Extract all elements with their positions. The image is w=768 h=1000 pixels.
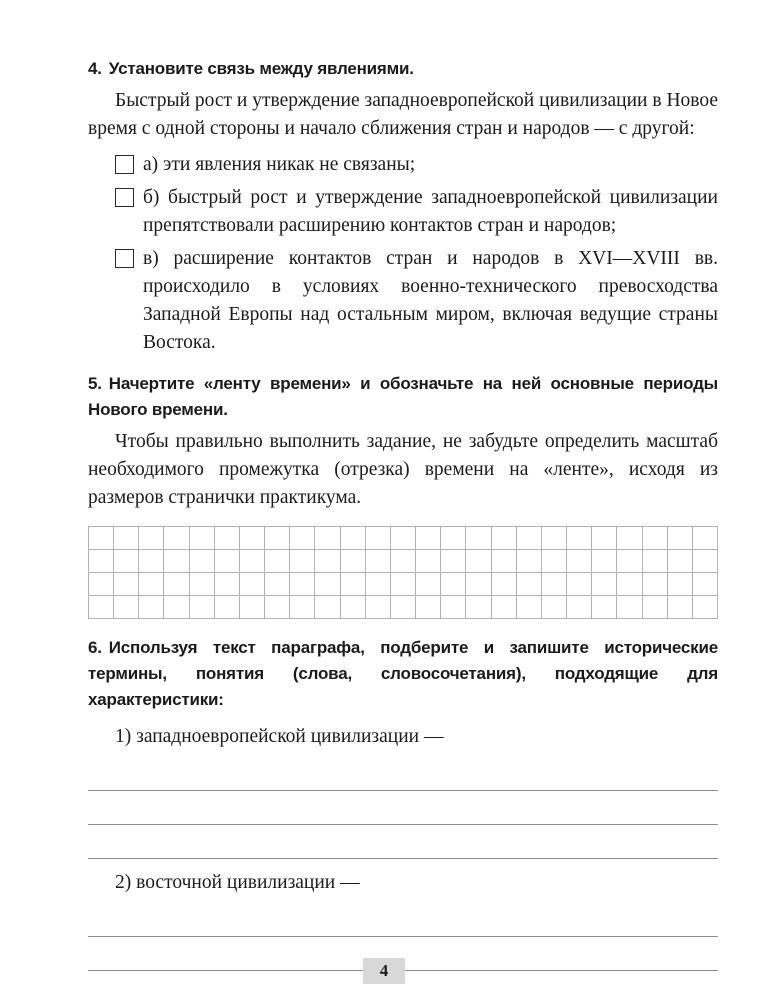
grid-cell — [89, 550, 114, 573]
grid-cell — [567, 596, 592, 619]
option-b — [115, 184, 718, 240]
task5-hint: Чтобы правильно выполнить задание, не забудьте определить масштаб необходимого промежутка (отрезка) времени на «ленте», исходя из размеров странички практикума. — [88, 431, 718, 508]
option-a — [115, 151, 718, 179]
grid-cell — [391, 550, 416, 573]
grid-cell — [341, 550, 366, 573]
task5-title: Начертите «ленту времени» и обозначьте на ней основные периоды Нового времени. — [88, 374, 718, 419]
grid-cell — [290, 596, 315, 619]
grid-cell — [315, 550, 340, 573]
grid-cell — [492, 573, 517, 596]
answer-line — [88, 791, 718, 825]
checkbox-option-v[interactable] — [115, 249, 134, 268]
option-v-label: в) расширение контактов стран и народов в XVI—XVIII вв. происходило в условиях военно-технического превосходства Западной Европы над остальным миром, включая ведущие страны Востока. — [143, 248, 718, 353]
grid-cell — [190, 596, 215, 619]
grid-cell — [592, 573, 617, 596]
grid-cell — [190, 527, 215, 550]
grid-cell — [693, 596, 718, 619]
grid-cell — [89, 527, 114, 550]
grid-cell — [466, 550, 491, 573]
grid-cell — [466, 573, 491, 596]
page-footer — [0, 958, 768, 984]
grid-cell — [139, 596, 164, 619]
grid-cell — [693, 573, 718, 596]
grid-cell — [366, 596, 391, 619]
grid-cell — [542, 573, 567, 596]
grid-cell — [114, 596, 139, 619]
grid-cell — [441, 550, 466, 573]
grid-cell — [416, 596, 441, 619]
grid-cell — [89, 573, 114, 596]
option-a-label: а) эти явления никак не связаны; — [143, 154, 416, 175]
page-number: 4 — [363, 958, 405, 984]
grid-cell — [416, 573, 441, 596]
task4-heading — [88, 56, 718, 82]
grid-cell — [215, 596, 240, 619]
grid-cell — [643, 527, 668, 550]
grid-cell — [517, 550, 542, 573]
grid-cell — [240, 550, 265, 573]
grid-cell — [164, 573, 189, 596]
grid-cell — [617, 573, 642, 596]
grid-cell — [341, 596, 366, 619]
task4-intro: Быстрый рост и утверждение западноевропейской цивилизации в Новое время с одной стороны и начало сближения стран и народов — с другой: — [88, 90, 718, 139]
grid-cell — [89, 596, 114, 619]
grid-cell — [517, 596, 542, 619]
grid-cell — [466, 527, 491, 550]
task6-heading — [88, 635, 718, 713]
task6-title: Используя текст параграфа, подберите и запишите исторические термины, понятия (слова, словосочетания), подходящие для характеристики: — [88, 638, 718, 709]
grid-cell — [492, 550, 517, 573]
page-content — [88, 56, 718, 975]
checkbox-option-b[interactable] — [115, 188, 134, 207]
grid-cell — [542, 596, 567, 619]
grid-cell — [416, 550, 441, 573]
task-4 — [88, 56, 718, 357]
task4-number: 4. — [88, 59, 102, 78]
grid-cell — [492, 527, 517, 550]
grid-cell — [341, 527, 366, 550]
grid-cell — [416, 527, 441, 550]
grid-cell — [592, 596, 617, 619]
grid-cell — [215, 573, 240, 596]
grid-cell — [517, 573, 542, 596]
grid-cell — [366, 550, 391, 573]
grid-cell — [265, 527, 290, 550]
grid-cell — [265, 596, 290, 619]
task6-number: 6. — [88, 638, 102, 657]
grid-cell — [643, 550, 668, 573]
grid-cell — [240, 527, 265, 550]
grid-cell — [315, 573, 340, 596]
grid-cell — [492, 596, 517, 619]
grid-cell — [567, 573, 592, 596]
grid-cell — [265, 573, 290, 596]
grid-cell — [240, 596, 265, 619]
grid-cell — [164, 550, 189, 573]
grid-cell — [315, 596, 340, 619]
grid-cell — [567, 550, 592, 573]
grid-cell — [441, 573, 466, 596]
grid-cell — [315, 527, 340, 550]
grid-cell — [139, 527, 164, 550]
grid-cell — [265, 550, 290, 573]
grid-cell — [366, 527, 391, 550]
grid-cell — [693, 527, 718, 550]
grid-cell — [592, 527, 617, 550]
grid-cell — [542, 527, 567, 550]
time-grid — [88, 526, 718, 619]
grid-cell — [617, 596, 642, 619]
task5-number: 5. — [88, 374, 102, 393]
grid-cell — [592, 550, 617, 573]
grid-cell — [693, 550, 718, 573]
grid-cell — [643, 596, 668, 619]
option-b-label: б) быстрый рост и утверждение западноевропейской цивилизации препятствовали расширению контактов стран и народов; — [143, 187, 718, 236]
grid-cell — [668, 550, 693, 573]
grid-cell — [542, 550, 567, 573]
grid-cell — [441, 596, 466, 619]
grid-cell — [215, 527, 240, 550]
grid-cell — [668, 596, 693, 619]
answer-line — [88, 825, 718, 859]
grid-cell — [215, 550, 240, 573]
grid-cell — [240, 573, 265, 596]
grid-cell — [139, 550, 164, 573]
answer-line — [88, 757, 718, 791]
grid-cell — [517, 527, 542, 550]
grid-cell — [441, 527, 466, 550]
grid-cell — [114, 550, 139, 573]
grid-cell — [341, 573, 366, 596]
task5-heading — [88, 371, 718, 423]
grid-cell — [617, 550, 642, 573]
grid-cell — [139, 573, 164, 596]
task6-item2-label: 2) восточной цивилизации — — [115, 872, 360, 893]
grid-cell — [391, 596, 416, 619]
grid-cell — [290, 527, 315, 550]
task6-item1-label: 1) западноевропейской цивилизации — — [115, 726, 444, 747]
grid-cell — [290, 550, 315, 573]
grid-cell — [114, 527, 139, 550]
grid-cell — [617, 527, 642, 550]
option-v — [115, 245, 718, 357]
grid-cell — [643, 573, 668, 596]
grid-cell — [114, 573, 139, 596]
checkbox-option-a[interactable] — [115, 155, 134, 174]
grid-cell — [290, 573, 315, 596]
task4-options — [88, 151, 718, 357]
task4-title: Установите связь между явлениями. — [108, 59, 414, 78]
grid-cell — [190, 573, 215, 596]
grid-cell — [567, 527, 592, 550]
grid-cell — [391, 573, 416, 596]
grid-cell — [466, 596, 491, 619]
task6-item1-answer-lines — [88, 757, 718, 859]
grid-cell — [190, 550, 215, 573]
task-6 — [88, 635, 718, 971]
answer-line — [88, 903, 718, 937]
grid-cell — [164, 527, 189, 550]
task-5 — [88, 371, 718, 619]
grid-cell — [668, 527, 693, 550]
grid-cell — [668, 573, 693, 596]
grid-cell — [391, 527, 416, 550]
grid-cell — [366, 573, 391, 596]
grid-cell — [164, 596, 189, 619]
